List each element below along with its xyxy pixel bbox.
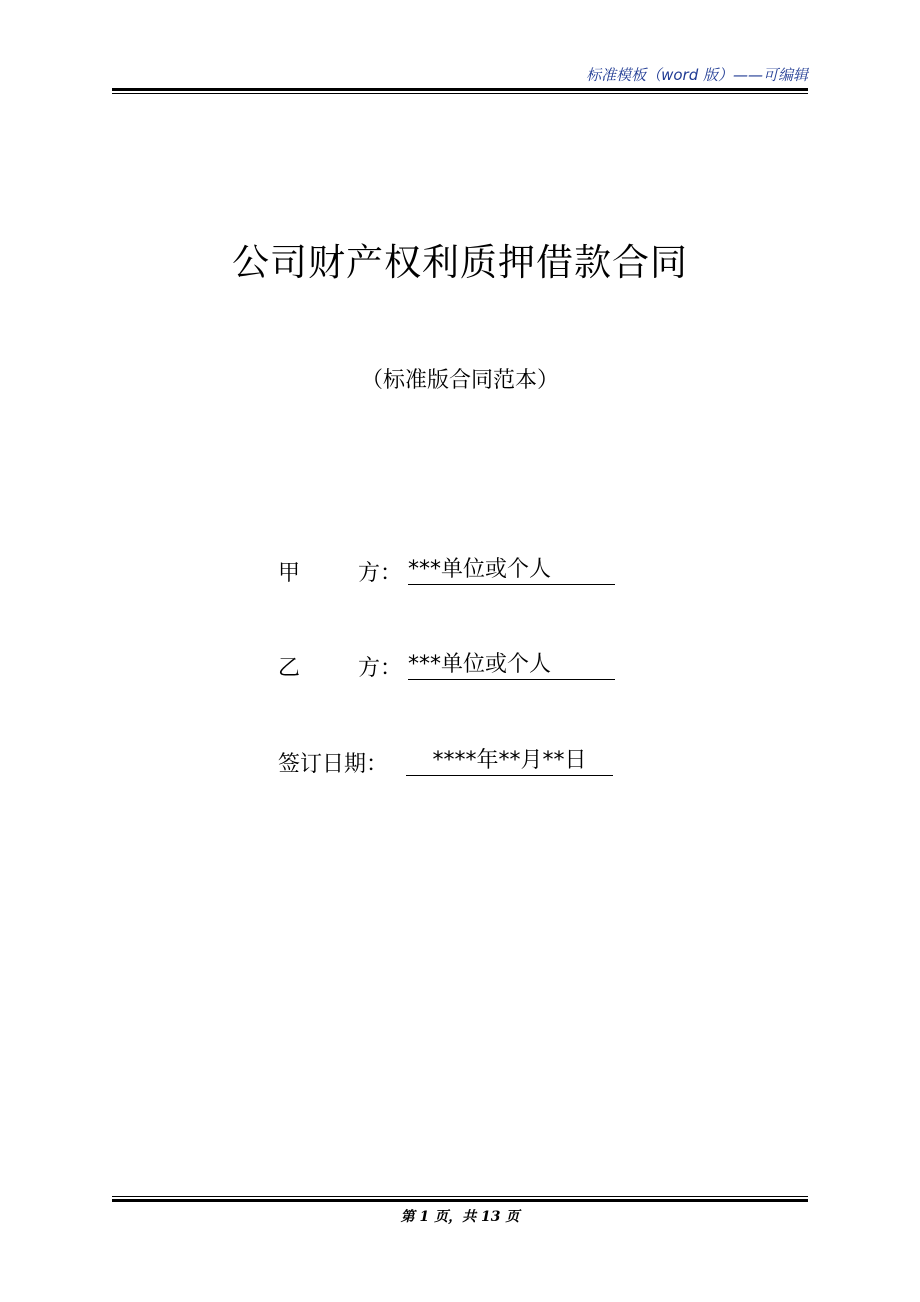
header-label: 标准模板（word 版）——可编辑: [586, 66, 808, 84]
party-b-label-char: 乙: [278, 656, 301, 681]
document-subtitle: （标准版合同范本）: [360, 368, 559, 393]
page-number: 第 1 页，共 13 页: [400, 1209, 520, 1225]
footer-rule-thin: [112, 1196, 808, 1197]
party-a-label-suffix: 方：: [358, 561, 403, 586]
document-title: 公司财产权利质押借款合同: [232, 241, 688, 284]
party-b-label-suffix: 方：: [358, 656, 403, 681]
sign-date-label: 签订日期：: [278, 752, 389, 777]
party-a-label-char: 甲: [278, 561, 301, 586]
party-a-row: [278, 556, 618, 590]
party-b-row: [278, 651, 618, 685]
party-b-value[interactable]: ***单位或个人: [408, 651, 615, 680]
footer-rule-thick: [112, 1199, 808, 1202]
header-rule-thin: [112, 93, 808, 94]
header-rule-thick: [112, 88, 808, 91]
sign-date-row: [278, 747, 618, 781]
party-a-value[interactable]: ***单位或个人: [408, 556, 615, 585]
sign-date-value[interactable]: ****年**月**日: [406, 747, 613, 776]
